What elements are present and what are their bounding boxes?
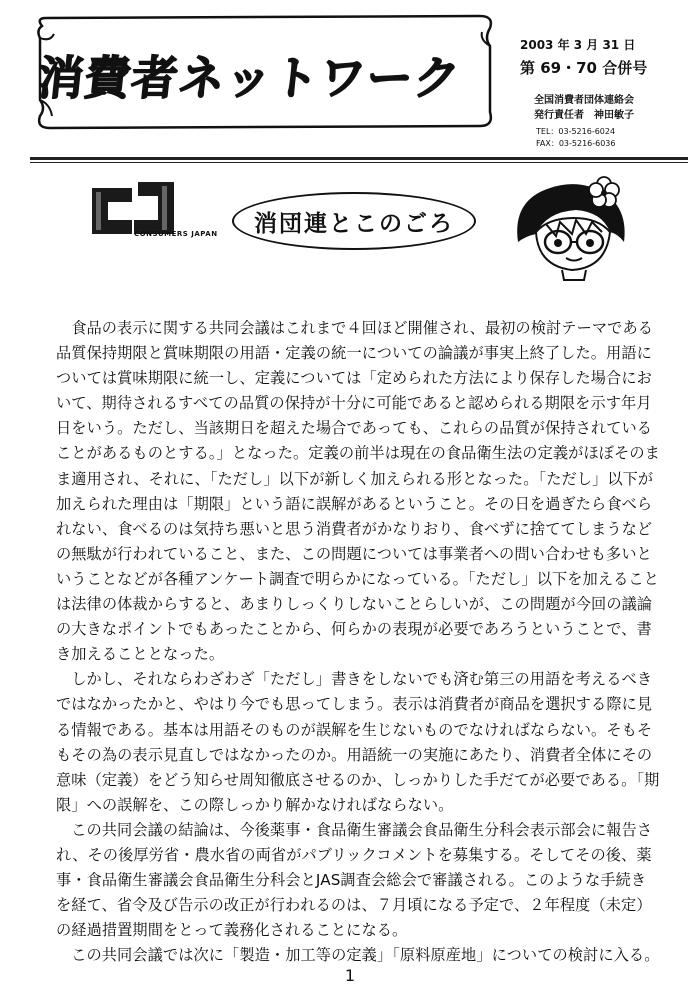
section-title: 消団連とこのごろ [254, 210, 454, 237]
fax-number: FAX：03-5216-6036 [536, 139, 616, 148]
section-heading-oval [232, 192, 476, 250]
cj-logo-subtext: CONSUMERS JAPAN [134, 230, 218, 238]
mascot-girl-icon [506, 172, 646, 282]
page-number: 1 [344, 966, 356, 985]
article-paragraph: しかし、それならわざわざ「ただし」書きをしないでも済む第三の用語を考えるべきではなかったかと、やはり今でも思ってしまう。表示は消費者が商品を選択する際に見る情報である。基本は用語そのものが誤解を生じないものでなければならない。そもそもその為の表示見直しではなかったのか。用語統一の実施にあたり、消費者全体にその意味（定義）をどう知らせ周知徹底させるのか、しっかりした手だてが必要である。「期限」への誤解を、この際しっかり解かなければならない。 [56, 670, 660, 814]
issue-date: 2003 年 3 月 31 日 [520, 38, 636, 52]
publisher-person: 発行責任者 神田敏子 [534, 110, 634, 121]
publisher-org: 全国消費者団体連絡会 [534, 95, 634, 106]
article-body [56, 316, 660, 968]
masthead-title: 消費者ネットワーク [34, 51, 464, 105]
cj-logo [88, 180, 228, 250]
article-paragraph: この共同会議の結論は、今後薬事・食品衛生審議会食品衛生分科会表示部会に報告され、その後厚労省・農水省の両省がパブリックコメントを募集する。そしてその後、薬事・食品衛生審議会食品衛生分科会とJAS調査会総会で審議される。このような手続きを経て、省令及び告示の改正が行われるのは、７月頃になる予定で、２年程度（未定）の経過措置期間をとって義務化されることになる。 [56, 820, 653, 940]
publisher-block [534, 93, 634, 123]
article-paragraph: 食品の表示に関する共同会議はこれまで４回ほど開催され、最初の検討テーマである品質保持期限と賞味期限の用語・定義の統一についての論議が事実上終了した。用語については賞味期限に統一し、定義については「定められた方法により保存した場合において、期待されるすべての品質の保持が十分に可能であると認められる期限を示す年月日をいう。ただし、当該期日を超えた場合であっても、これらの品質が保持されていることがあるものとする。」となった。定義の前半は現在の食品衛生法の定義がほぼそのまま適用され、それに、「ただし」以下が新しく加えられる形となった。「ただし」以下が加えられた理由は「期限」という語に誤解があるということ。その日を過ぎたら食べられない、食べるのは気持ち悪いと思う消費者がかなりおり、食べずに捨ててしまうなどの無駄が行われていること、また、この問題については事業者への問い合わせも多いということなどが各種アンケート調査で明らかになっている。「ただし」以下を加えることは法律の体裁からすると、あまりしっくりしないことらしいが、この問題が今回の議論の大きなポイントでもあったことから、何らかの表現が必要であろうということで、書き加えることとなった。 [56, 319, 660, 664]
cj-logo-icon [88, 180, 228, 250]
header-divider-thin [30, 162, 688, 163]
issue-number: 第 69・70 合併号 [520, 59, 648, 77]
issue-info [520, 36, 690, 78]
tel-number: TEL：03-5216-6024 [536, 127, 616, 136]
article-paragraph: この共同会議では次に「製造・加工等の定義」「原料原産地」についての検討に入る。 [71, 946, 660, 965]
header-divider [30, 157, 688, 160]
mascot-illustration [506, 172, 646, 282]
contact-block [536, 126, 616, 150]
